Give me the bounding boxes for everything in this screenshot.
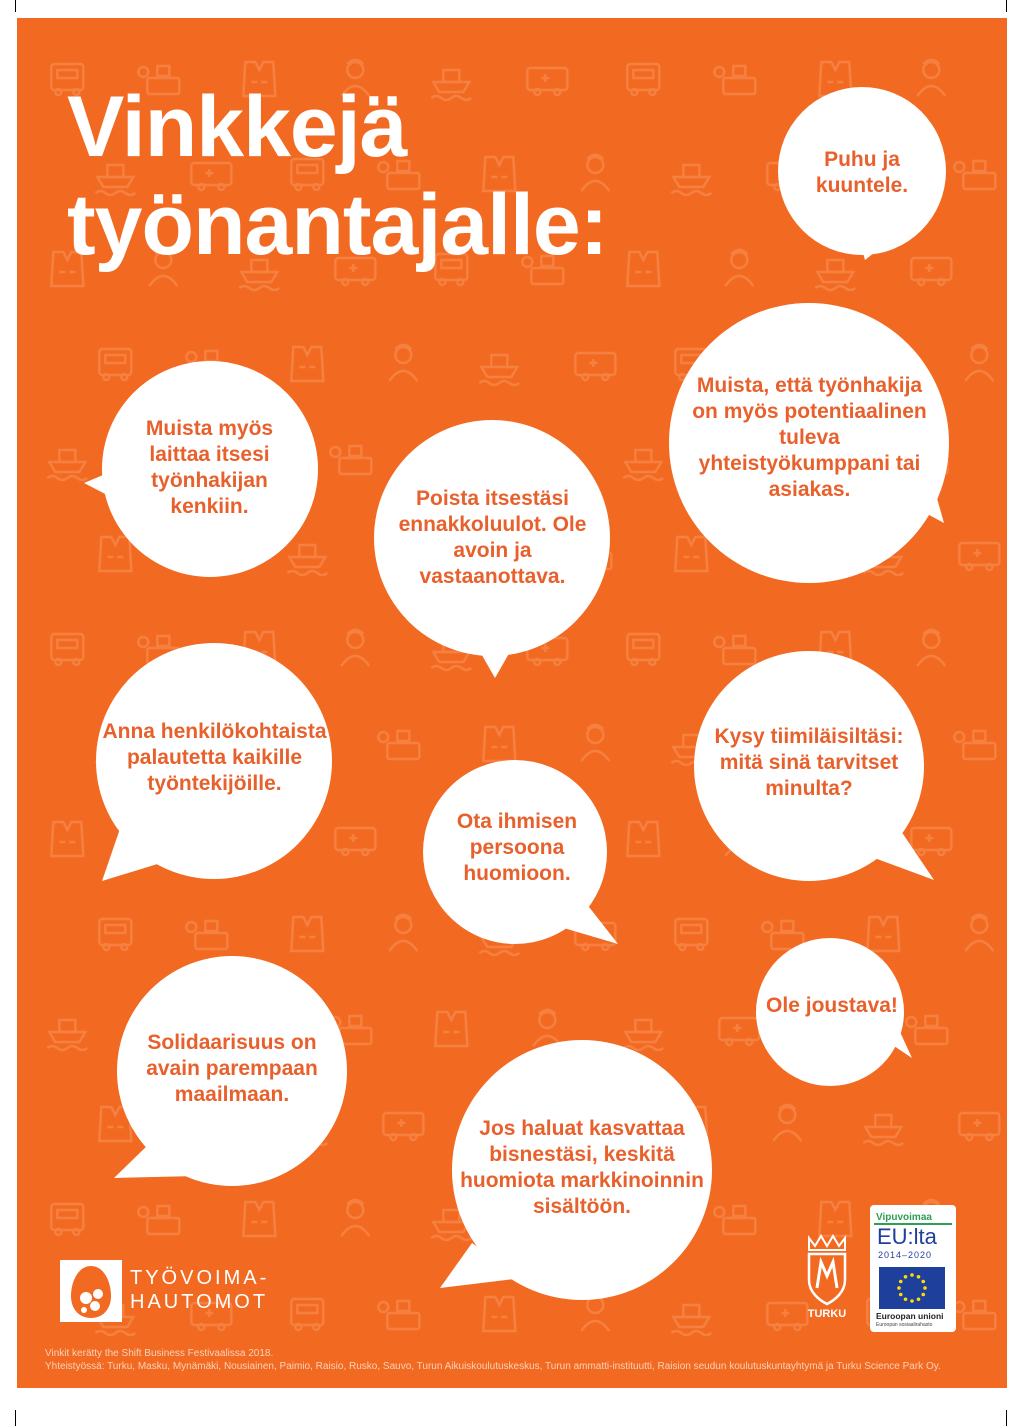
- hautomo-egg-icon: [60, 1260, 122, 1322]
- tip-text: Muista myös laittaa itsesi työnhakijan kenkiin.: [145, 417, 274, 518]
- pattern-icon: [911, 258, 951, 285]
- pattern-icon: [378, 731, 419, 759]
- pattern-icon: [965, 915, 993, 951]
- tip-text: Muista, että työnhakija on myös potentiaalinen tuleva yhteistyökumppani tai asiakas.: [692, 374, 927, 501]
- eu-funding-logo: [870, 1205, 956, 1332]
- pattern-icon: [186, 921, 227, 949]
- turku-crest-logo: [797, 1232, 857, 1322]
- tip-text: Anna henkilökohtaista palautetta kaikille työntekijöille.: [102, 720, 327, 795]
- title-line-1: Vinkkejä: [67, 79, 407, 175]
- pattern-icon: [954, 1301, 995, 1329]
- pattern-icon: [627, 64, 659, 95]
- eu-star-icon: [910, 1273, 914, 1277]
- pattern-icon: [330, 446, 371, 474]
- speech-bubble-future-partner: [667, 303, 962, 588]
- eu-star-icon: [917, 1275, 921, 1279]
- pattern-icon: [99, 919, 131, 950]
- pattern-icon: [51, 822, 83, 856]
- pattern-icon: [581, 725, 609, 761]
- turku-label: TURKU: [807, 1308, 847, 1320]
- pattern-icon: [483, 727, 515, 761]
- pattern-icon: [959, 1113, 999, 1140]
- pattern-icon: [575, 353, 615, 380]
- eu-star-icon: [923, 1286, 927, 1290]
- eu-star-icon: [921, 1293, 925, 1297]
- crop-mark: [15, 0, 16, 12]
- poster: [17, 18, 1007, 1388]
- pattern-icon: [483, 1297, 515, 1331]
- pattern-icon: [954, 731, 995, 759]
- eu-star-icon: [897, 1286, 901, 1290]
- tip-text: Solidaarisuus on avain parempaan maailmaan.: [146, 1030, 318, 1106]
- eu-star-icon: [904, 1275, 908, 1279]
- pattern-icon: [47, 1020, 87, 1050]
- pattern-icon: [479, 355, 519, 385]
- speech-bubble-ask-team: [689, 648, 939, 898]
- pattern-icon: [906, 1016, 947, 1044]
- eu-flag-icon: [879, 1267, 945, 1309]
- eu-union-label: Euroopan unioni: [876, 1311, 944, 1321]
- footer-credits: Vinkit kerätty the Shift Business Festivaalissa 2018.: [45, 1348, 274, 1359]
- pattern-icon: [965, 345, 993, 381]
- eu-star-icon: [899, 1293, 903, 1297]
- speech-bubble-be-flexible: [752, 938, 912, 1088]
- pattern-icon: [627, 252, 659, 286]
- speech-bubble-marketing: [422, 1038, 742, 1298]
- tip-text: Puhu ja kuuntele.: [815, 148, 909, 197]
- turku-crest-icon: [797, 1232, 857, 1306]
- speech-bubble-talk-and-listen: [777, 88, 947, 258]
- pattern-icon: [291, 1299, 323, 1330]
- pattern-icon: [819, 1202, 851, 1236]
- tip-text: Kysy tiimiläisiltäsi: mitä sinä tarvitset minulta?: [714, 725, 904, 800]
- tyovoima-wordmark-line1: TYÖVOIMA-: [130, 1267, 270, 1289]
- eu-star-icon: [899, 1280, 903, 1284]
- speech-bubble-personal-feedback: [82, 643, 352, 883]
- eu-star-icon: [921, 1280, 925, 1284]
- pattern-icon: [51, 1204, 83, 1235]
- tip-text: Poista itsestäsi ennakkoluulot. Ole avoin ja vastaanottava.: [398, 487, 587, 588]
- euilta-label: EU:lta: [877, 1224, 937, 1249]
- pattern-icon: [138, 1206, 179, 1234]
- pattern-icon: [714, 66, 755, 94]
- tip-text: Jos haluat kasvattaa bisnestäsi, keskitä huomiota markkinoinnin sisältöön.: [460, 1117, 704, 1218]
- years-label: 2014–2020: [878, 1250, 933, 1260]
- pattern-icon: [581, 1295, 609, 1331]
- tip-text: Ota ihmisen persoona huomioon.: [456, 810, 578, 885]
- tyovoimahautomot-logo: [60, 1260, 290, 1322]
- speech-bubble-remove-prejudice: [375, 418, 615, 683]
- pattern-icon: [627, 822, 659, 856]
- pattern-icon: [863, 1115, 903, 1145]
- speech-bubble-personality: [422, 758, 622, 958]
- speech-bubble-solidarity: [112, 956, 357, 1191]
- pattern-icon: [773, 1105, 801, 1141]
- eu-star-icon: [904, 1297, 908, 1301]
- pattern-icon: [815, 260, 855, 290]
- eu-star-icon: [910, 1299, 914, 1303]
- crop-mark: [1006, 1410, 1007, 1426]
- pattern-icon: [383, 1113, 423, 1140]
- pattern-icon: [378, 1301, 419, 1329]
- speech-bubble-walk-in-shoes: [102, 363, 317, 578]
- pattern-icon: [47, 450, 87, 480]
- crop-mark: [1006, 0, 1007, 12]
- tyovoima-wordmark-line2: HAUTOMOT: [130, 1291, 269, 1313]
- crop-mark: [15, 1410, 16, 1426]
- tip-text: Ole joustava!: [766, 993, 898, 1017]
- footer-partners: Yhteistyössä: Turku, Masku, Mynämäki, Nousiainen, Paimio, Raisio, Rusko, Sauvo, Turun Aikuiskoulutuskeskus, Turun ammatti-instituutti, Raision seudun koulutuskuntayhtymä ja Turku Science Park Oy.: [45, 1361, 941, 1372]
- poster-title: [67, 78, 607, 274]
- pattern-icon: [954, 161, 995, 189]
- pattern-icon: [671, 1305, 711, 1335]
- pattern-icon: [627, 634, 659, 665]
- pattern-icon: [51, 634, 83, 665]
- pattern-icon: [675, 919, 707, 950]
- vipuvoimaa-label: Vipuvoimaa: [876, 1212, 932, 1223]
- pattern-icon: [243, 1202, 275, 1236]
- pattern-icon: [389, 915, 417, 951]
- eu-fund-label: Euroopan sosiaalirahasto: [876, 1322, 933, 1328]
- pattern-icon: [389, 345, 417, 381]
- pattern-icon: [959, 543, 999, 570]
- pattern-icon: [725, 250, 753, 286]
- title-line-2: työnantajalle:: [67, 177, 608, 273]
- pattern-icon: [623, 450, 663, 480]
- pattern-icon: [671, 165, 711, 195]
- pattern-icon: [291, 917, 323, 951]
- eu-star-icon: [917, 1297, 921, 1301]
- pattern-icon: [341, 1200, 369, 1236]
